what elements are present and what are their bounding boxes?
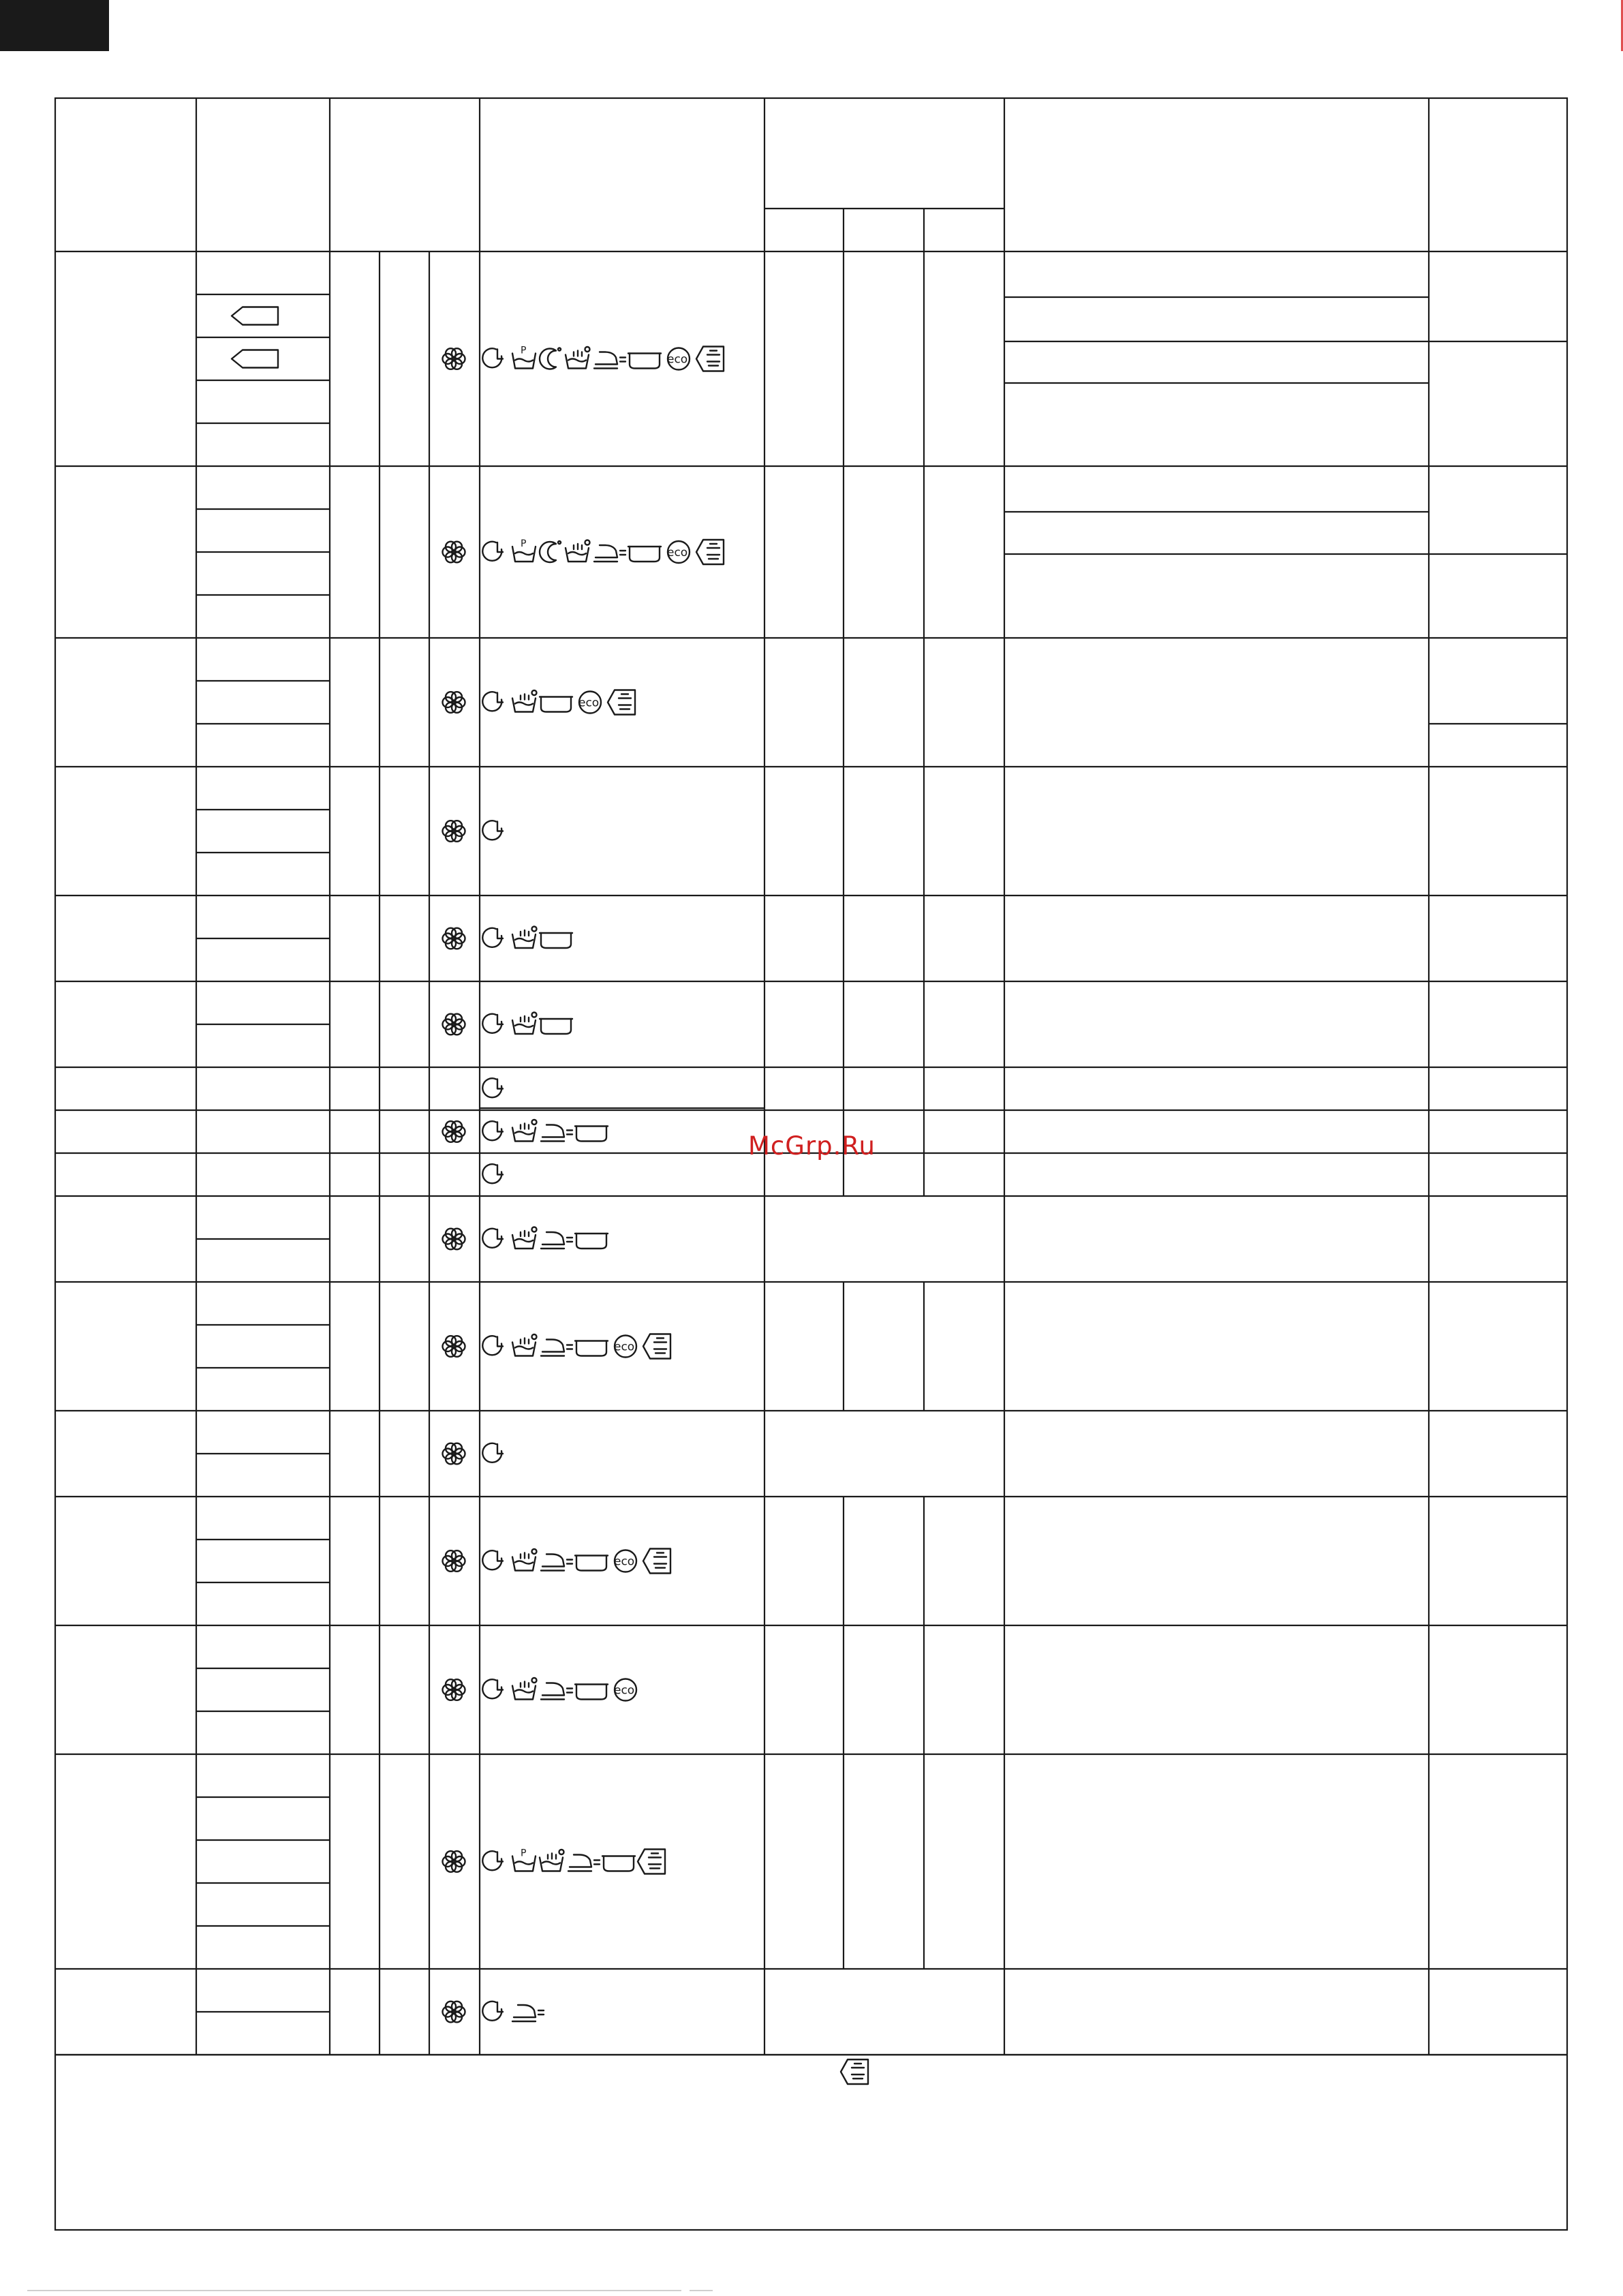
extra-rinse-tub-icon bbox=[512, 1013, 537, 1035]
eco-icon bbox=[667, 348, 690, 370]
extra-rinse-tub-icon bbox=[512, 1227, 537, 1249]
fan-symbol-icon bbox=[443, 928, 465, 949]
timer-icon bbox=[482, 1014, 503, 1033]
fan-symbol-icon bbox=[443, 1550, 465, 1572]
timer-icon bbox=[482, 2002, 503, 2021]
rinse-hold-tub-icon bbox=[575, 1685, 608, 1700]
night-moon-icon bbox=[540, 348, 561, 369]
steam-hygiene-icon bbox=[643, 1334, 670, 1359]
timer-icon bbox=[482, 1443, 503, 1463]
fabric-tag-icon bbox=[232, 307, 278, 325]
svg-text:eco: eco bbox=[614, 1555, 635, 1569]
timer-icon bbox=[482, 821, 503, 840]
fan-symbol-icon bbox=[443, 2002, 465, 2023]
easy-iron-icon bbox=[512, 2005, 544, 2021]
night-moon-icon bbox=[540, 541, 561, 562]
prewash-tub-p-icon bbox=[512, 538, 536, 562]
rinse-hold-tub-icon bbox=[628, 354, 661, 369]
fan-symbol-icon bbox=[443, 1229, 465, 1250]
eco-icon bbox=[667, 541, 690, 563]
easy-iron-icon bbox=[541, 1125, 572, 1142]
svg-text:eco: eco bbox=[667, 352, 688, 367]
fan-symbol-icon bbox=[443, 1121, 465, 1142]
timer-icon bbox=[482, 928, 503, 947]
easy-iron-icon bbox=[594, 352, 625, 369]
rinse-hold-tub-icon bbox=[602, 1856, 635, 1871]
rinse-hold-tub-icon bbox=[540, 1019, 572, 1034]
table-frame bbox=[55, 98, 1567, 2230]
timer-icon bbox=[482, 542, 503, 561]
steam-hygiene-icon bbox=[638, 1850, 665, 1874]
watermark-text: McGrp.Ru bbox=[748, 1131, 876, 1161]
easy-iron-icon bbox=[541, 1340, 572, 1356]
svg-text:P: P bbox=[521, 345, 527, 356]
extra-rinse-tub-icon bbox=[566, 347, 590, 369]
steam-hygiene-icon bbox=[696, 540, 724, 564]
fan-symbol-icon bbox=[443, 1336, 465, 1357]
extra-rinse-tub-icon bbox=[512, 1120, 537, 1142]
fan-symbol-icon bbox=[443, 1679, 465, 1700]
steam-hygiene-icon bbox=[841, 2060, 868, 2084]
extra-rinse-tub-icon bbox=[512, 1678, 537, 1700]
rinse-hold-tub-icon bbox=[575, 1127, 608, 1142]
svg-text:eco: eco bbox=[614, 1340, 635, 1354]
timer-icon bbox=[482, 1679, 503, 1698]
steam-hygiene-icon bbox=[643, 1549, 670, 1574]
svg-text:eco: eco bbox=[667, 546, 688, 560]
svg-text:P: P bbox=[521, 1848, 527, 1859]
easy-iron-icon bbox=[541, 1683, 572, 1700]
extra-rinse-tub-icon bbox=[566, 540, 590, 562]
table-grid bbox=[55, 98, 1567, 2230]
footer-rule-short bbox=[690, 2290, 713, 2291]
rinse-hold-tub-icon bbox=[540, 933, 572, 948]
extra-rinse-tub-icon bbox=[540, 1850, 564, 1871]
timer-icon bbox=[482, 692, 503, 711]
svg-text:eco: eco bbox=[614, 1683, 635, 1698]
fan-symbol-icon bbox=[443, 542, 465, 563]
extra-rinse-tub-icon bbox=[512, 927, 537, 949]
extra-rinse-tub-icon bbox=[512, 1334, 537, 1356]
easy-iron-icon bbox=[594, 545, 625, 562]
steam-hygiene-icon bbox=[696, 347, 724, 371]
timer-icon bbox=[482, 1229, 503, 1248]
eco-icon bbox=[614, 1679, 636, 1701]
fabric-tag-icon bbox=[232, 350, 278, 368]
rinse-hold-tub-icon bbox=[575, 1556, 608, 1571]
rinse-hold-tub-icon bbox=[540, 697, 572, 712]
steam-hygiene-icon bbox=[608, 690, 635, 715]
fan-symbol-icon bbox=[443, 1851, 465, 1872]
eco-icon bbox=[578, 692, 601, 714]
easy-iron-icon bbox=[541, 1232, 572, 1249]
timer-icon bbox=[482, 1851, 503, 1870]
fan-symbol-icon bbox=[443, 692, 465, 713]
easy-iron-icon bbox=[541, 1555, 572, 1571]
extra-rinse-tub-icon bbox=[512, 1549, 537, 1571]
timer-icon bbox=[482, 1121, 503, 1140]
extra-rinse-tub-icon bbox=[512, 690, 537, 712]
timer-icon bbox=[482, 1078, 503, 1097]
eco-icon bbox=[614, 1550, 636, 1572]
timer-icon bbox=[482, 1550, 503, 1570]
timer-icon bbox=[482, 348, 503, 367]
prewash-tub-p-icon bbox=[512, 1848, 536, 1871]
easy-iron-icon bbox=[568, 1855, 600, 1871]
svg-text:P: P bbox=[521, 538, 527, 549]
rinse-hold-tub-icon bbox=[575, 1341, 608, 1356]
fan-symbol-icon bbox=[443, 1443, 465, 1465]
timer-icon bbox=[482, 1336, 503, 1355]
rinse-hold-tub-icon bbox=[628, 547, 661, 562]
fan-symbol-icon bbox=[443, 348, 465, 369]
eco-icon bbox=[614, 1336, 636, 1358]
fan-symbol-icon bbox=[443, 1014, 465, 1035]
timer-icon bbox=[482, 1164, 503, 1183]
fan-symbol-icon bbox=[443, 821, 465, 842]
rinse-hold-tub-icon bbox=[575, 1234, 608, 1249]
prewash-tub-p-icon bbox=[512, 346, 536, 369]
svg-text:eco: eco bbox=[578, 696, 600, 710]
footer-rule bbox=[27, 2290, 681, 2291]
